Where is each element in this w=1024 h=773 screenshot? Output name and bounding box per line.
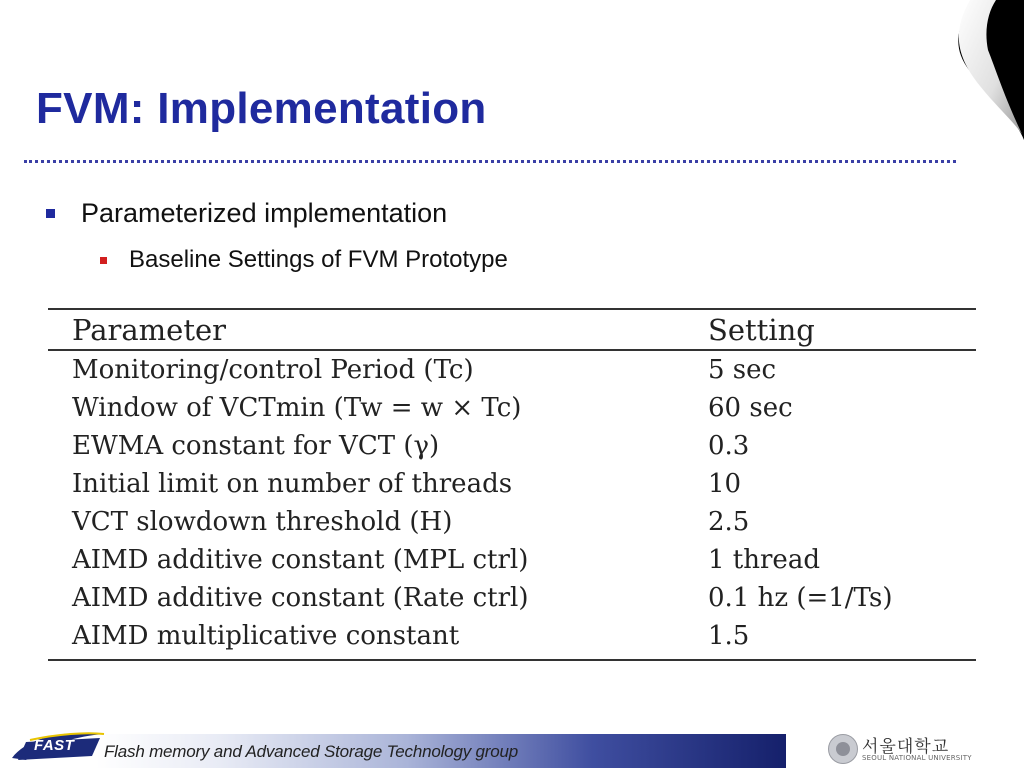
- table-bottom-rule: [48, 659, 976, 661]
- fast-logo-icon: [8, 728, 108, 768]
- table-cell-setting: 0.1 hz (=1/Ts): [708, 583, 893, 613]
- bullet-level2: [100, 246, 508, 274]
- table-cell-setting: 0.3: [708, 431, 750, 461]
- table-cell-setting: 1.5: [708, 621, 750, 651]
- bullet-square-icon: [100, 257, 107, 264]
- table-header-row: [48, 310, 976, 349]
- table-header-setting: Setting: [708, 312, 815, 347]
- bullet-level1-text: Parameterized implementation: [81, 198, 448, 228]
- table-cell-parameter: EWMA constant for VCT (γ): [72, 431, 440, 461]
- footer: [0, 728, 1024, 768]
- table-cell-parameter: Monitoring/control Period (Tc): [72, 355, 474, 385]
- table-cell-parameter: AIMD multiplicative constant: [72, 621, 460, 651]
- table-header-parameter: Parameter: [72, 312, 226, 347]
- fast-logo-text: FAST: [34, 737, 75, 754]
- table-row: [48, 389, 976, 427]
- slide-title: FVM: Implementation: [36, 84, 487, 133]
- table-cell-parameter: Window of VCTmin (Tw = w × Tc): [72, 393, 522, 423]
- snu-emblem-icon: [828, 734, 858, 764]
- title-divider: [24, 160, 956, 163]
- snu-name: 서울대학교: [862, 737, 950, 757]
- table-row: [48, 617, 976, 655]
- table-cell-parameter: AIMD additive constant (Rate ctrl): [72, 583, 529, 613]
- table-row: [48, 427, 976, 465]
- table-row: [48, 503, 976, 541]
- footer-group-name: Flash memory and Advanced Storage Technology group: [104, 742, 518, 761]
- snu-logo: [826, 732, 1016, 766]
- snu-subtitle: SEOUL NATIONAL UNIVERSITY: [862, 754, 972, 762]
- table-row: [48, 351, 976, 389]
- bullet-level1: [46, 198, 447, 229]
- table-cell-setting: 60 sec: [708, 393, 793, 423]
- table-cell-setting: 1 thread: [708, 545, 820, 575]
- table-row: [48, 465, 976, 503]
- bullet-level2-text: Baseline Settings of FVM Prototype: [129, 246, 508, 273]
- parameter-table: [48, 308, 976, 661]
- table-body: [48, 351, 976, 659]
- table-cell-setting: 10: [708, 469, 742, 499]
- table-cell-setting: 5 sec: [708, 355, 777, 385]
- table-cell-parameter: Initial limit on number of threads: [72, 469, 513, 499]
- table-row: [48, 541, 976, 579]
- table-cell-setting: 2.5: [708, 507, 750, 537]
- bullet-square-icon: [46, 209, 55, 218]
- table-cell-parameter: AIMD additive constant (MPL ctrl): [72, 545, 529, 575]
- page-curl-icon: [884, 0, 1024, 140]
- table-row: [48, 579, 976, 617]
- table-cell-parameter: VCT slowdown threshold (H): [72, 507, 453, 537]
